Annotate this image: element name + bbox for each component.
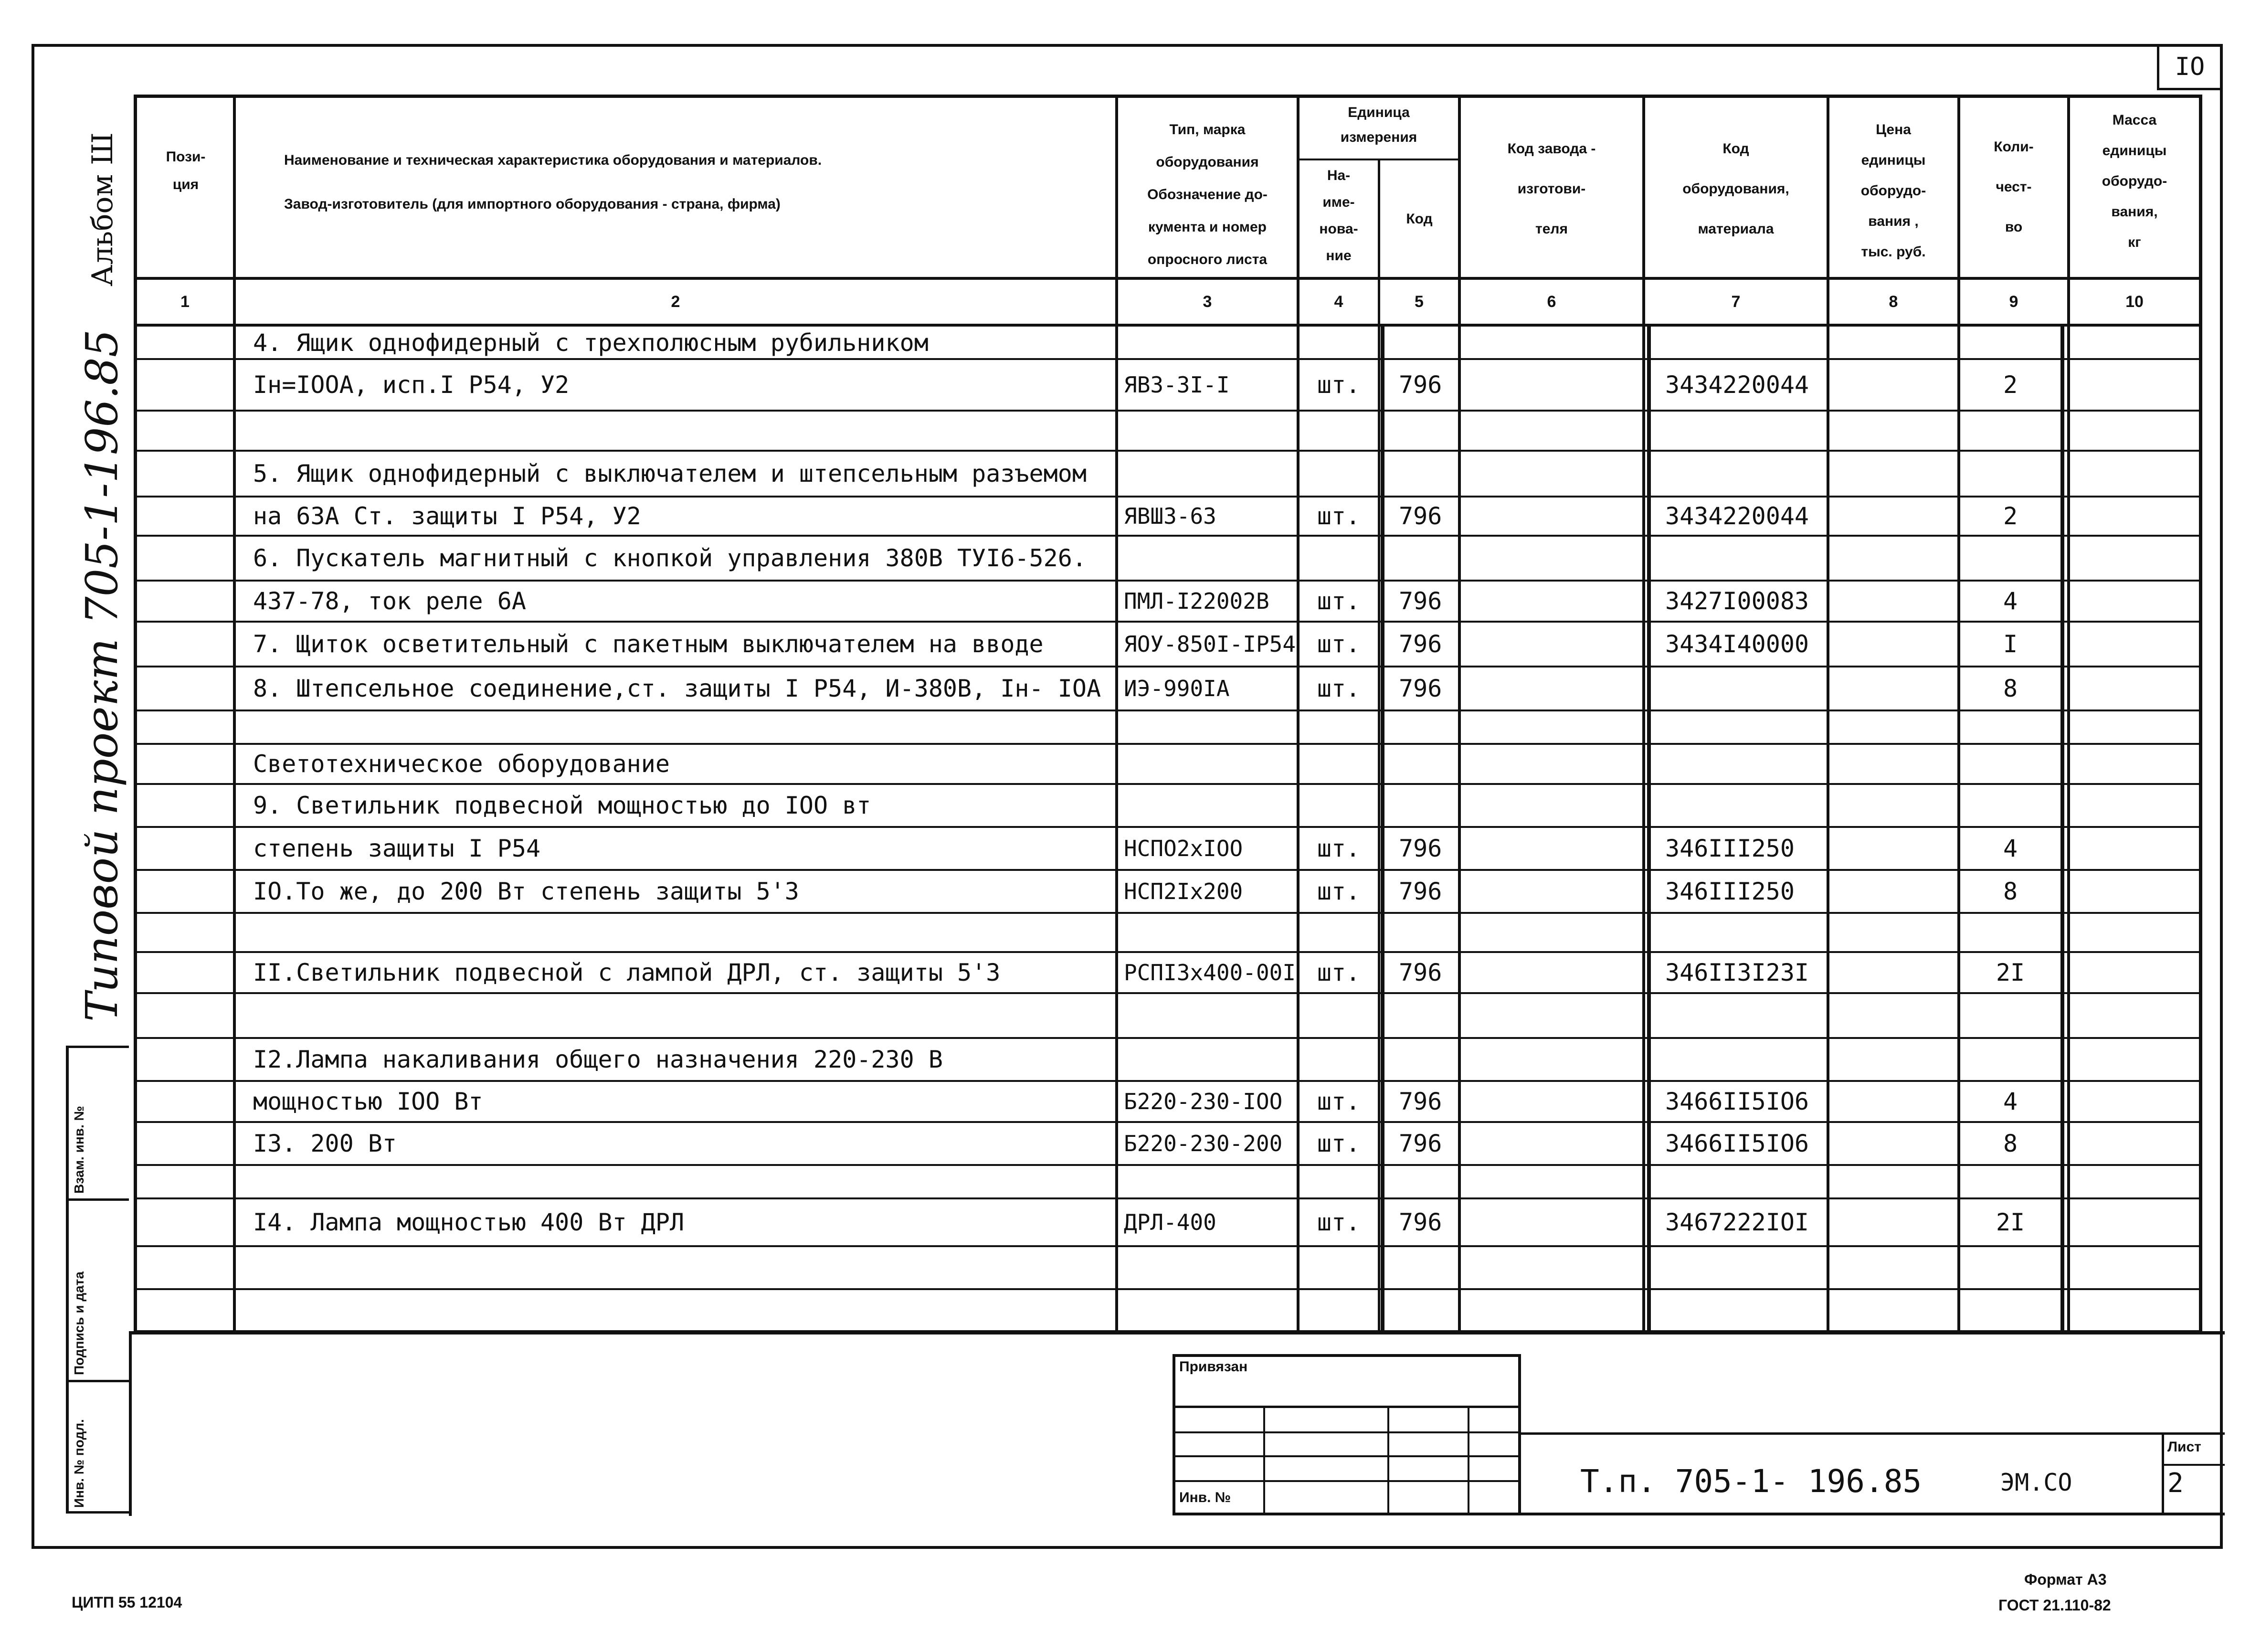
header-name: Наименование и техническая характеристика оборудования и материалов. Завод-изготовитель (для импортного оборудования - страна, фирма) (284, 152, 822, 212)
col-number: 7 (1731, 293, 1741, 311)
cell-name: 437-78, ток реле 6А (253, 587, 526, 615)
cell-code: 796 (1399, 1208, 1442, 1236)
cell-unit: шт. (1317, 675, 1361, 702)
project-label: Типовой проект 705-1-196.85 (76, 329, 127, 1022)
cell-name: мощностью IOO Вт (253, 1088, 483, 1115)
cell-qty: 8 (2003, 1130, 2018, 1157)
cell-type: НСПО2хIOO (1124, 836, 1243, 861)
header-mass: Масса единицы оборудо- вания, кг (2102, 112, 2167, 250)
header-price: Цена единицы оборудо- вания , тыс. руб. (1860, 122, 1926, 260)
cell-unit: шт. (1317, 959, 1361, 986)
cell-unit: шт. (1317, 1208, 1361, 1236)
cell-qty: I (2003, 630, 2018, 658)
header-quantity: Коли- чест- во (1994, 139, 2034, 235)
cell-type: ЯОУ-850I-IP54 (1124, 631, 1296, 657)
cell-qty: 4 (2003, 1088, 2018, 1115)
cell-name: I3. 200 Вт (253, 1130, 397, 1157)
document-designation: Т.п. 705-1- 196.85 (1580, 1463, 1922, 1500)
header-factory-code: Код завода - изготови- теля (1507, 141, 1596, 237)
col-number: 8 (1889, 293, 1898, 311)
cell-type: Б220-230-IOO (1124, 1089, 1283, 1114)
cell-name: степень защиты I P54 (253, 835, 541, 862)
footer-format: Формат А3 (2024, 1571, 2107, 1588)
cell-equip: 3466II5IO6 (1665, 1088, 1809, 1115)
cell-unit: шт. (1317, 835, 1361, 862)
cell-unit: шт. (1317, 587, 1361, 615)
cell-type: ЯВШЗ-63 (1124, 503, 1216, 529)
header-type: Тип, марка оборудования Обозначение до- кумента и номер опросного листа (1147, 122, 1268, 267)
header-unit-code: Код (1406, 211, 1433, 227)
cell-name: 8. Штепсельное соединение,ст. защиты I P54, И-380В, Iн- IOA (253, 675, 1101, 702)
side-field-replace-inv: Взам. инв. № (72, 1106, 86, 1194)
header-unit-name: На- име- нова- ние (1319, 168, 1358, 264)
cell-name: I4. Лампа мощностью 400 Вт ДРЛ (253, 1208, 685, 1236)
sheet-value: 2 (2167, 1468, 2184, 1499)
col-number: 10 (2125, 293, 2144, 311)
cell-unit: шт. (1317, 502, 1361, 530)
cell-unit: шт. (1317, 1130, 1361, 1157)
sheet-number: IO (2175, 53, 2205, 81)
cell-type: НСП2Iх200 (1124, 879, 1243, 904)
col-number: 5 (1415, 293, 1424, 311)
cell-equip: 3467222IOI (1665, 1208, 1809, 1236)
album-label: Альбом Ш (86, 132, 119, 286)
cell-qty: 2I (1996, 959, 2025, 986)
cell-qty: 8 (2003, 878, 2018, 905)
cell-name: 9. Светильник подвесной мощностью до IOO вт (253, 792, 871, 819)
cell-code: 796 (1399, 1130, 1442, 1157)
cell-qty: 2I (1996, 1208, 2025, 1236)
cell-equip: 3427I00083 (1665, 587, 1809, 615)
footer-gost: ГОСТ 21.110-82 (1998, 1597, 2111, 1614)
col-number: 9 (2009, 293, 2018, 311)
col-number: 3 (1203, 293, 1212, 311)
cell-equip: 346III250 (1665, 835, 1795, 862)
cell-unit: шт. (1317, 371, 1361, 399)
cell-qty: 2 (2003, 502, 2018, 530)
cell-type: РСПI3х400-00I (1124, 960, 1296, 985)
cell-name: IO.То же, до 200 Вт степень защиты 5'3 (253, 878, 799, 905)
cell-name: Iн=IOOA, исп.I P54, У2 (253, 371, 570, 399)
cell-equip: 346II3I23I (1665, 959, 1809, 986)
cell-code: 796 (1399, 371, 1442, 399)
row-divider (137, 1288, 2199, 1290)
side-field-orig-inv: Инв. № подл. (72, 1419, 86, 1508)
header-unit: Единица измерения (1340, 105, 1417, 145)
cell-unit: шт. (1317, 878, 1361, 905)
cell-name: 4. Ящик однофидерный с трехполюсным рубильником (253, 329, 929, 357)
cell-type: ЯВЗ-3I-I (1124, 372, 1230, 398)
cell-type: ДРЛ-400 (1124, 1209, 1216, 1235)
col-number: 6 (1547, 293, 1556, 311)
cell-code: 796 (1399, 675, 1442, 702)
cell-equip: 3434220044 (1665, 371, 1809, 399)
cell-equip: 3434220044 (1665, 502, 1809, 530)
cell-name: 5. Ящик однофидерный с выключателем и штепсельным разъемом (253, 460, 1087, 487)
cell-code: 796 (1399, 835, 1442, 862)
cell-equip: 346III250 (1665, 878, 1795, 905)
cell-equip: 3434I40000 (1665, 630, 1809, 658)
header-equipment-code: Код оборудования, материала (1682, 141, 1789, 237)
document-mark: ЭМ.СО (2000, 1469, 2072, 1496)
col-number: 2 (671, 293, 680, 311)
cell-code: 796 (1399, 630, 1442, 658)
cell-name: II.Светильник подвесной с лампой ДРЛ, ст. защиты 5'3 (253, 959, 1001, 986)
cell-code: 796 (1399, 1088, 1442, 1115)
cell-qty: 8 (2003, 675, 2018, 702)
header-position: Пози- ция (166, 149, 206, 192)
col-number: 1 (180, 293, 190, 311)
cell-qty: 2 (2003, 371, 2018, 399)
cell-name: 7. Щиток осветительный с пакетным выключателем на вводе (253, 630, 1044, 658)
cell-code: 796 (1399, 959, 1442, 986)
col-number: 4 (1334, 293, 1343, 311)
cell-name: 6. Пускатель магнитный с кнопкой управления 380В ТУI6-526. (253, 544, 1087, 572)
cell-type: Б220-230-200 (1124, 1131, 1283, 1156)
cell-name: Светотехническое оборудование (253, 750, 670, 778)
cell-equip: 3466II5IO6 (1665, 1130, 1809, 1157)
cell-type: ИЭ-990IA (1124, 676, 1230, 701)
cell-name: на 63А Ст. защиты I P54, У2 (253, 502, 641, 530)
row-divider (137, 1330, 2199, 1332)
cell-name: I2.Лампа накаливания общего назначения 220-230 В (253, 1046, 943, 1073)
cell-code: 796 (1399, 878, 1442, 905)
cell-qty: 4 (2003, 587, 2018, 615)
footer-code: ЦИТП 55 12104 (72, 1594, 182, 1611)
bound-label: Привязан (1179, 1359, 1248, 1375)
cell-unit: шт. (1317, 1088, 1361, 1115)
cell-code: 796 (1399, 502, 1442, 530)
inventory-label: Инв. № (1179, 1490, 1231, 1505)
cell-code: 796 (1399, 587, 1442, 615)
cell-type: ПМЛ-I22002В (1124, 588, 1269, 614)
side-field-signature-date: Подпись и дата (72, 1271, 86, 1375)
cell-qty: 4 (2003, 835, 2018, 862)
sheet-label: Лист (2167, 1439, 2201, 1455)
cell-unit: шт. (1317, 630, 1361, 658)
